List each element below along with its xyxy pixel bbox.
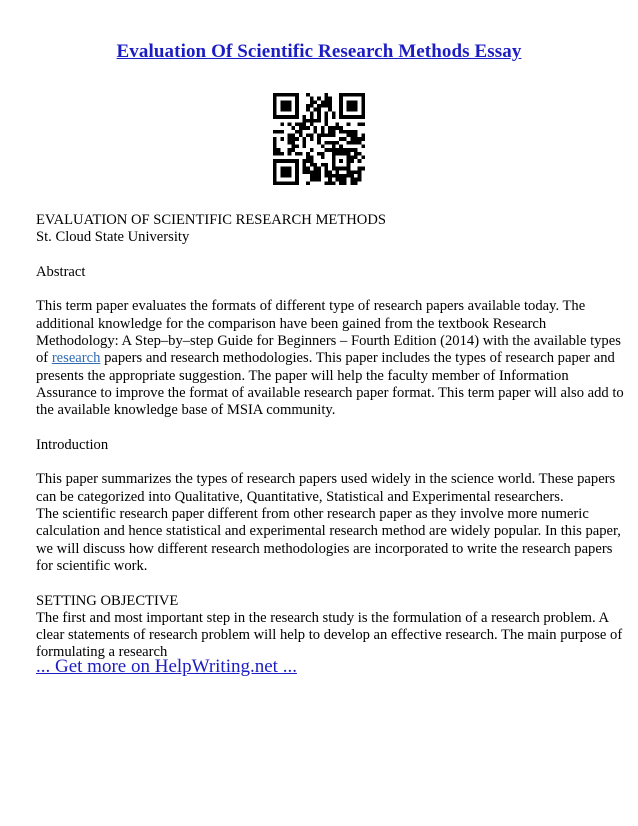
- objective-heading: SETTING OBJECTIVE: [36, 592, 179, 609]
- paragraph-line: calculation and hence statistical and experimental research method are widely popular. In this paper,: [36, 523, 621, 540]
- abstract-paragraph: [36, 298, 624, 419]
- objective-block: [36, 592, 623, 662]
- paragraph-line: can be categorized into Qualitative, Quantitative, Statistical and Experimental researchers.: [36, 488, 564, 505]
- research-link[interactable]: research: [51, 350, 101, 367]
- paragraph-line: clear statements of research problem will help to develop an effective research. The main purpose of: [36, 627, 623, 644]
- abstract-heading: Abstract: [36, 263, 86, 280]
- document-title[interactable]: Evaluation Of Scientific Research Methods Essay: [116, 41, 522, 62]
- paragraph-line: The first and most important step in the research study is the formulation of a research problem. A: [36, 609, 610, 626]
- get-more-link[interactable]: ... Get more on HelpWriting.net ...: [36, 656, 297, 677]
- paragraph-line: Assurance to improve the format of available research paper format. This term paper will also add to: [36, 384, 624, 401]
- university-line: St. Cloud State University: [36, 229, 190, 246]
- line-rest: papers and research methodologies. This paper includes the types of research paper and: [104, 350, 615, 367]
- paragraph-line: additional knowledge for the comparison have been gained from the textbook Research: [36, 315, 547, 332]
- paragraph-line: the available knowledge base of MSIA community.: [36, 402, 336, 419]
- introduction-heading: Introduction: [36, 436, 109, 453]
- paragraph-line: for scientific work.: [36, 557, 148, 574]
- introduction-paragraph: [36, 471, 621, 575]
- line-prefix: of: [36, 350, 52, 367]
- paragraph-line: formulating a research: [36, 644, 168, 661]
- paragraph-line: [36, 350, 615, 367]
- paragraph-line: presents the appropriate suggestion. The paper will help the faculty member of Information: [36, 367, 569, 384]
- paragraph-line: This paper summarizes the types of research papers used widely in the science world. These papers: [36, 471, 616, 488]
- qr-code-icon: [273, 93, 365, 185]
- paragraph-line: This term paper evaluates the formats of different type of research papers available today. The: [36, 298, 586, 315]
- essay-body: [36, 212, 624, 662]
- paragraph-line: we will discuss how different research methodologies are incorporated to write the research papers: [36, 540, 613, 557]
- paragraph-line: The scientific research paper different from other research paper as they involve more numeric: [36, 506, 589, 523]
- header-block: [36, 212, 608, 247]
- paragraph-line: Methodology: A Step–by–step Guide for Beginners – Fourth Edition (2014) with the available types: [36, 333, 621, 350]
- heading-line: EVALUATION OF SCIENTIFIC RESEARCH METHODS: [36, 212, 386, 228]
